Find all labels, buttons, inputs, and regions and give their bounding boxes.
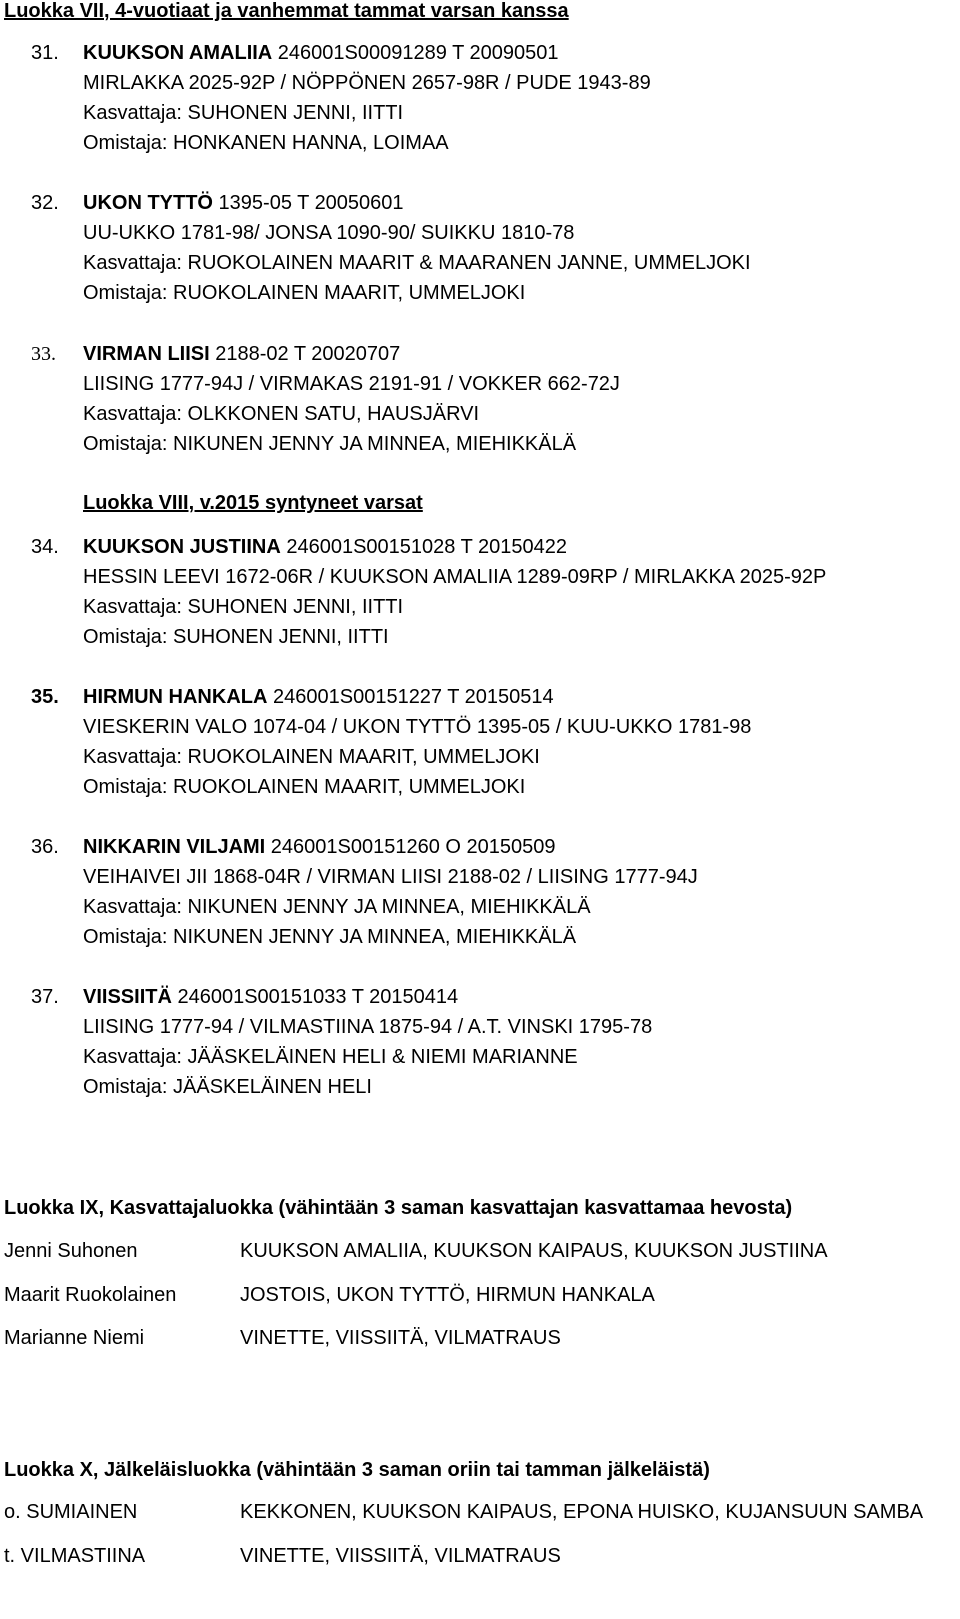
parent-name: t. VILMASTIINA bbox=[4, 1545, 146, 1567]
horse-name: HIRMUN HANKALA bbox=[83, 686, 268, 708]
horse-name: VIRMAN LIISI bbox=[83, 343, 210, 365]
offspring-list: VINETTE, VIISSIITÄ, VILMATRAUS bbox=[240, 1545, 561, 1567]
horse-reg-info: 246001S00151028 T 20150422 bbox=[280, 536, 568, 558]
entry-number: 31. bbox=[31, 42, 59, 64]
owner-line: Omistaja: NIKUNEN JENNY JA MINNEA, MIEHIKKÄLÄ bbox=[83, 433, 577, 455]
horse-name: UKON TYTTÖ bbox=[83, 192, 213, 214]
owner-line: Omistaja: RUOKOLAINEN MAARIT, UMMELJOKI bbox=[83, 776, 526, 798]
class-8-heading: Luokka VIII, v.2015 syntyneet varsat bbox=[83, 492, 423, 514]
pedigree-line: LIISING 1777-94J / VIRMAKAS 2191-91 / VOKKER 662-72J bbox=[83, 373, 620, 395]
parent-name: o. SUMIAINEN bbox=[4, 1501, 138, 1523]
breeder-name: Marianne Niemi bbox=[4, 1327, 145, 1349]
entry-number: 37. bbox=[31, 986, 59, 1008]
owner-line: Omistaja: HONKANEN HANNA, LOIMAA bbox=[83, 132, 449, 154]
horse-name: KUUKSON AMALIIA bbox=[83, 42, 273, 64]
entry-number: 32. bbox=[31, 192, 59, 214]
class-7-heading: Luokka VII, 4-vuotiaat ja vanhemmat tammat varsan kanssa bbox=[4, 0, 569, 22]
breeder-line: Kasvattaja: SUHONEN JENNI, IITTI bbox=[83, 596, 404, 618]
horse-reg-info: 246001S00091289 T 20090501 bbox=[272, 42, 559, 64]
breeder-horses: KUUKSON AMALIIA, KUUKSON KAIPAUS, KUUKSON JUSTIINA bbox=[240, 1240, 828, 1262]
owner-line: Omistaja: NIKUNEN JENNY JA MINNEA, MIEHIKKÄLÄ bbox=[83, 926, 577, 948]
horse-reg-info: 2188-02 T 20020707 bbox=[209, 343, 401, 365]
pedigree-line: VIESKERIN VALO 1074-04 / UKON TYTTÖ 1395-05 / KUU-UKKO 1781-98 bbox=[83, 716, 752, 738]
owner-line: Omistaja: SUHONEN JENNI, IITTI bbox=[83, 626, 389, 648]
pedigree-line: LIISING 1777-94 / VILMASTIINA 1875-94 / A.T. VINSKI 1795-78 bbox=[83, 1016, 653, 1038]
owner-line: Omistaja: RUOKOLAINEN MAARIT, UMMELJOKI bbox=[83, 282, 526, 304]
horse-reg-info: 246001S00151260 O 20150509 bbox=[265, 836, 556, 858]
horse-reg-info: 1395-05 T 20050601 bbox=[213, 192, 404, 214]
breeder-horses: JOSTOIS, UKON TYTTÖ, HIRMUN HANKALA bbox=[240, 1284, 655, 1306]
breeder-line: Kasvattaja: NIKUNEN JENNY JA MINNEA, MIEHIKKÄLÄ bbox=[83, 896, 591, 918]
offspring-list: KEKKONEN, KUUKSON KAIPAUS, EPONA HUISKO, KUJANSUUN SAMBA bbox=[240, 1501, 924, 1523]
horse-name: VIISSIITÄ bbox=[83, 986, 172, 1008]
breeder-line: Kasvattaja: JÄÄSKELÄINEN HELI & NIEMI MARIANNE bbox=[83, 1046, 578, 1068]
breeder-horses: VINETTE, VIISSIITÄ, VILMATRAUS bbox=[240, 1327, 561, 1349]
entry-number: 35. bbox=[31, 686, 59, 708]
breeder-name: Maarit Ruokolainen bbox=[4, 1284, 177, 1306]
breeder-name: Jenni Suhonen bbox=[4, 1240, 138, 1262]
entry-number: 33. bbox=[31, 343, 56, 365]
owner-line: Omistaja: JÄÄSKELÄINEN HELI bbox=[83, 1076, 372, 1098]
class-10-heading: Luokka X, Jälkeläisluokka (vähintään 3 saman oriin tai tamman jälkeläistä) bbox=[4, 1459, 710, 1481]
horse-reg-info: 246001S00151033 T 20150414 bbox=[171, 986, 459, 1008]
breeder-line: Kasvattaja: RUOKOLAINEN MAARIT & MAARANEN JANNE, UMMELJOKI bbox=[83, 252, 751, 274]
pedigree-line: MIRLAKKA 2025-92P / NÖPPÖNEN 2657-98R / PUDE 1943-89 bbox=[83, 72, 651, 94]
entry-number: 34. bbox=[31, 536, 59, 558]
pedigree-line: VEIHAIVEI JII 1868-04R / VIRMAN LIISI 2188-02 / LIISING 1777-94J bbox=[83, 866, 698, 888]
horse-name: KUUKSON JUSTIINA bbox=[83, 536, 281, 558]
breeder-line: Kasvattaja: OLKKONEN SATU, HAUSJÄRVI bbox=[83, 403, 480, 425]
class-9-heading: Luokka IX, Kasvattajaluokka (vähintään 3 saman kasvattajan kasvattamaa hevosta) bbox=[4, 1197, 793, 1219]
pedigree-line: HESSIN LEEVI 1672-06R / KUUKSON AMALIIA 1289-09RP / MIRLAKKA 2025-92P bbox=[83, 566, 827, 588]
horse-name: NIKKARIN VILJAMI bbox=[83, 836, 266, 858]
horse-reg-info: 246001S00151227 T 20150514 bbox=[267, 686, 554, 708]
breeder-line: Kasvattaja: RUOKOLAINEN MAARIT, UMMELJOKI bbox=[83, 746, 540, 768]
breeder-line: Kasvattaja: SUHONEN JENNI, IITTI bbox=[83, 102, 404, 124]
entry-number: 36. bbox=[31, 836, 59, 858]
pedigree-line: UU-UKKO 1781-98/ JONSA 1090-90/ SUIKKU 1810-78 bbox=[83, 222, 575, 244]
